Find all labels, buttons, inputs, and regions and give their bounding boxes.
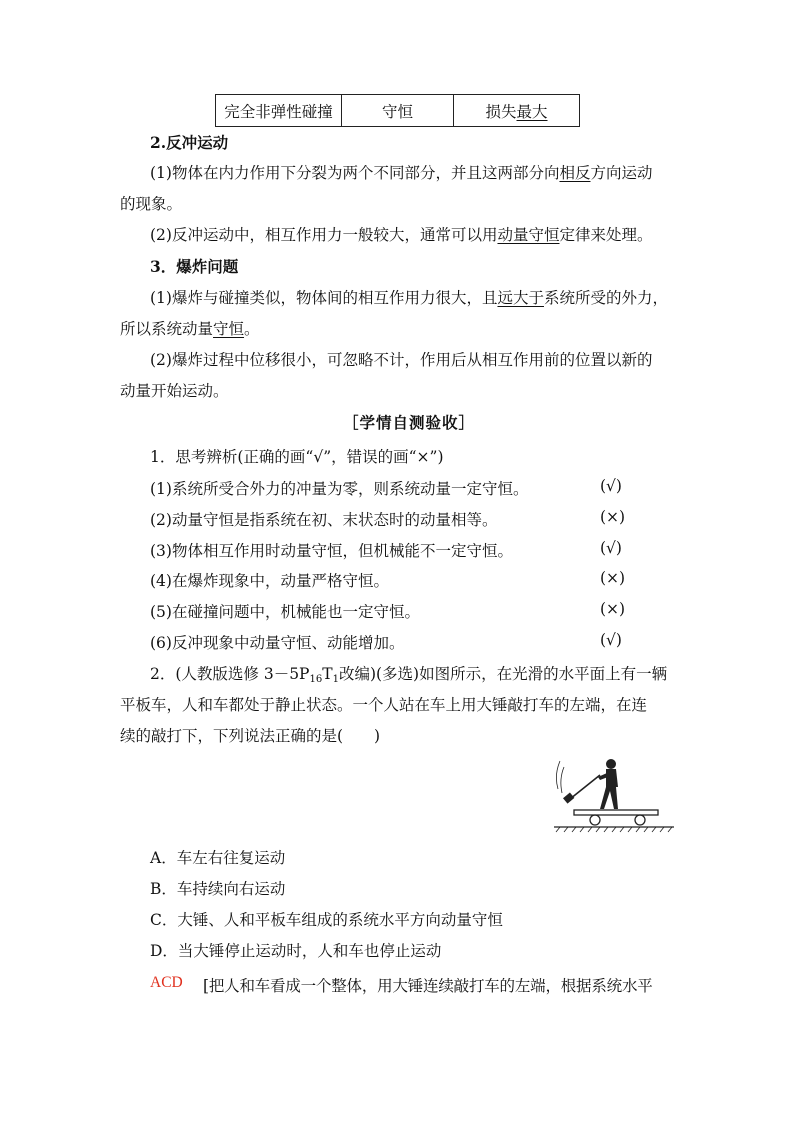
q1-item-4: (4)在爆炸现象中，动量严格守恒。 xyxy=(150,572,389,590)
q1-item-1: (1)系统所受合外力的冲量为零，则系统动量一定守恒。 xyxy=(150,480,529,498)
person-figure xyxy=(563,759,618,809)
q1-mark-2: (×) xyxy=(600,508,626,526)
recoil-answer-1: 相反 xyxy=(559,164,591,182)
explosion-para-2-cont: 动量开始运动。 xyxy=(120,382,229,400)
answer-explanation: [把人和车看成一个整体，用大锤连续敲打车的左端，根据系统水平 xyxy=(203,977,653,995)
hammer-head xyxy=(563,792,574,803)
q1-mark-3: (√) xyxy=(600,539,622,557)
ground-hatching xyxy=(556,827,672,832)
hammer-handle xyxy=(570,775,600,799)
table-cell-collision-type: 完全非弹性碰撞 xyxy=(216,95,342,127)
explosion-para-1: (1)爆炸与碰撞类似，物体间的相互作用力很大，且远大于系统所受的外力， xyxy=(150,289,668,307)
q1-mark-5: (×) xyxy=(600,600,626,618)
option-c: C．大锤、人和平板车组成的系统水平方向动量守恒 xyxy=(150,911,503,929)
q1-mark-4: (×) xyxy=(600,569,626,587)
summary-table xyxy=(215,94,580,127)
q2-stem-line-1: 2．(人教版选修 $3-5P_{16}T_1$改编)(多选)如图所示，在光滑的水平面上有一辆 xyxy=(150,665,668,685)
option-d: D．当大锤停止运动时，人和车也停止运动 xyxy=(150,942,442,960)
q1-item-2: (2)动量守恒是指系统在初、末状态时的动量相等。 xyxy=(150,511,498,529)
q2-stem-line-2: 平板车，人和车都处于静止状态。一个人站在车上用大锤敲打车的左端，在连 xyxy=(120,696,648,714)
table-cell-energy xyxy=(454,95,580,127)
cart-platform xyxy=(574,810,658,815)
explosion-para-1-cont: 所以系统动量守恒。 xyxy=(120,320,260,338)
q1-stem: 1．思考辨析(正确的画“√”，错误的画“×”) xyxy=(150,448,444,466)
option-a: A．车左右往复运动 xyxy=(150,849,286,867)
section-title-recoil: 2.反冲运动 xyxy=(150,133,229,152)
q1-item-5: (5)在碰撞问题中，机械能也一定守恒。 xyxy=(150,603,420,621)
hammer-cart-figure xyxy=(550,755,676,833)
explosion-para-2: (2)爆炸过程中位移很小，可忽略不计，作用后从相互作用前的位置以新的 xyxy=(150,351,653,369)
cart-wheel-right xyxy=(635,815,645,825)
explosion-answer-2: 守恒 xyxy=(213,320,245,338)
q1-item-3: (3)物体相互作用时动量守恒，但机械能不一定守恒。 xyxy=(150,542,513,560)
recoil-para-1-cont: 的现象。 xyxy=(120,195,183,213)
q2-stem-line-3: 续的敲打下，下列说法正确的是( ) xyxy=(120,727,381,745)
self-test-heading: ［学情自测验收］ xyxy=(343,413,476,432)
swing-arc xyxy=(556,761,560,789)
cart-wheel-left xyxy=(590,815,600,825)
table-cell-momentum: 守恒 xyxy=(342,95,454,127)
q1-mark-1: (√) xyxy=(600,477,622,495)
energy-text: 损失 xyxy=(485,102,517,121)
explosion-answer-1: 远大于 xyxy=(497,289,544,307)
q1-item-6: (6)反冲现象中动量守恒、动能增加。 xyxy=(150,634,405,652)
recoil-para-2: (2)反冲运动中，相互作用力一般较大，通常可以用动量守恒定律来处理。 xyxy=(150,226,653,244)
section-title-explosion: 3．爆炸问题 xyxy=(150,257,239,276)
answer-label: ACD xyxy=(150,974,183,991)
q1-mark-6: (√) xyxy=(600,631,622,649)
recoil-answer-2: 动量守恒 xyxy=(497,226,560,244)
energy-answer: 最大 xyxy=(516,102,548,121)
recoil-para-1: (1)物体在内力作用下分裂为两个不同部分，并且这两部分向相反方向运动 xyxy=(150,164,653,182)
option-b: B．车持续向右运动 xyxy=(150,880,286,898)
